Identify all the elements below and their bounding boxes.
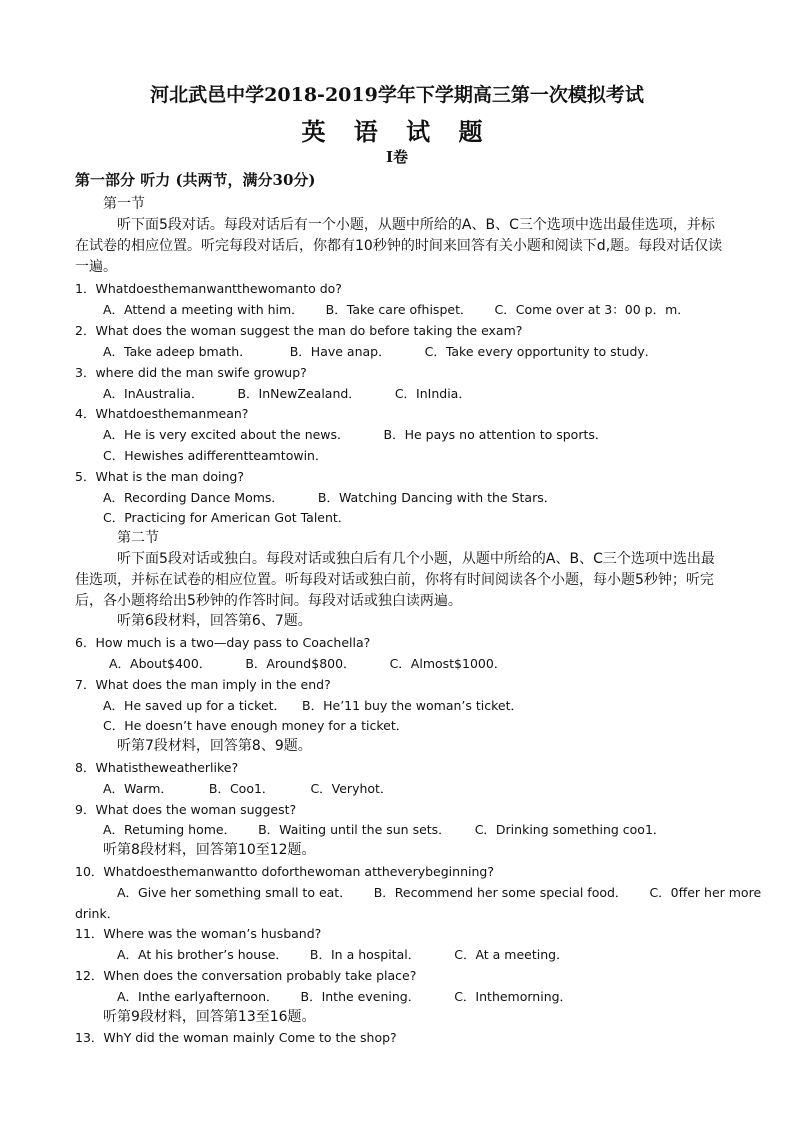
option-b: B．Take care ofhispet． — [325, 302, 473, 317]
option-a: A．InAustralia． — [103, 386, 204, 401]
option-b: B．He pays no attention to sports． — [383, 427, 608, 442]
option-c: C．Come over at 3：00 p．m． — [494, 302, 690, 317]
question-stem: 3．where did the man swife growup? — [75, 365, 307, 380]
section1-instruction: 一遍。 — [75, 259, 117, 275]
question-stem: 9．What does the woman suggest? — [75, 802, 297, 817]
question-stem: 12．When does the conversation probably take place? — [75, 968, 417, 983]
question-options — [109, 655, 506, 673]
section1-label: 第一节 — [103, 196, 145, 212]
option-c: C．Drinking something coo1． — [474, 822, 666, 837]
section1-instruction: 听下面5段对话。每段对话后有一个小题，从题中所给的A、B、C三个选项中选出最佳选项，并标 — [117, 217, 715, 233]
option-a: A．At his brother’s house． — [117, 947, 288, 962]
question-stem: 4．Whatdoesthemanmean? — [75, 406, 249, 421]
option-b: B．Waiting until the sun sets． — [258, 822, 451, 837]
section2-label: 第二节 — [117, 530, 159, 546]
option-a: A．Attend a meeting with him． — [103, 302, 304, 317]
school-title: 河北武邑中学2018-2019学年下学期高三第一次模拟考试 — [150, 84, 644, 106]
question-stem: 2．What does the woman suggest the man do before taking the exam? — [75, 323, 523, 338]
question-options — [103, 301, 690, 319]
option-a: A．Warm． — [103, 781, 173, 796]
question-options — [103, 821, 665, 839]
question-stem: 1．Whatdoesthemanwantthewomanto do? — [75, 281, 342, 296]
option-b: B．He’11 buy the woman’s ticket． — [302, 698, 524, 713]
question-options — [103, 385, 471, 403]
question-stem: 6．How much is a two—day pass to Coachella? — [75, 635, 371, 650]
material-instruction: 听第6段材料，回答第6、7题。 — [117, 613, 312, 629]
question-options — [103, 697, 523, 715]
option-a: A．He is very excited about the news． — [103, 427, 350, 442]
question-stem: 7．What does the man imply in the end? — [75, 677, 331, 692]
section1-instruction: 在试卷的相应位置。听完每段对话后，你都有10秒钟的时间来回答有关小题和阅读下d,题。每段对话仅读 — [75, 238, 723, 254]
option-b: B．Recommend her some special food． — [373, 885, 628, 900]
option-b: B．Have anap． — [289, 344, 391, 359]
option-c: C．Veryhot． — [310, 781, 393, 796]
option-c: C．Inthemorning． — [454, 989, 573, 1004]
question-options — [103, 489, 556, 507]
question-stem: 11．Where was the woman’s husband? — [75, 926, 322, 941]
option-c-continuation: drink． — [75, 906, 120, 921]
option-a: A．Recording Dance Moms． — [103, 490, 284, 505]
option-c: C．He doesn’t have enough money for a ticket． — [103, 718, 409, 733]
volume-label: I卷 — [385, 148, 409, 166]
material-instruction: 听第7段材料，回答第8、9题。 — [117, 738, 312, 754]
question-options — [103, 343, 657, 361]
material-instruction: 听第8段材料，回答第10至12题。 — [103, 842, 316, 858]
option-b: B．Inthe evening． — [300, 989, 421, 1004]
question-options — [103, 780, 392, 798]
option-a: A．Inthe earlyafternoon． — [117, 989, 279, 1004]
option-b: B．Coo1． — [208, 781, 275, 796]
question-options — [117, 946, 569, 964]
question-options — [117, 988, 572, 1006]
option-a: A．Take adeep bmath． — [103, 344, 252, 359]
option-a: A．Give her something small to eat． — [117, 885, 352, 900]
option-c: C．Take every opportunity to study． — [424, 344, 658, 359]
option-c: C．Almost$1000． — [389, 656, 507, 671]
section2-instruction: 听下面5段对话或独白。每段对话或独白后有几个小题，从题中所给的A、B、C三个选项中选出最 — [117, 551, 715, 567]
option-c: C．Practicing for American Got Talent． — [103, 510, 351, 525]
option-b: B．InNewZealand． — [237, 386, 361, 401]
question-stem: 5．What is the man doing? — [75, 469, 244, 484]
option-a: A．Retuming home． — [103, 822, 237, 837]
option-a: A．About$400． — [109, 656, 212, 671]
option-c: C．0ffer her more — [649, 885, 762, 900]
section2-instruction: 佳选项，并标在试卷的相应位置。听每段对话或独白前，你将有时间阅读各个小题，每小题5秒钟；听完 — [75, 572, 714, 588]
option-a: A．He saved up for a ticket． — [103, 698, 287, 713]
question-stem: 13．WhY did the woman mainly Come to the shop? — [75, 1030, 397, 1045]
option-c: C．Hewishes adifferentteamtowin． — [103, 448, 328, 463]
question-stem: 8．Whatistheweatherlike? — [75, 760, 239, 775]
question-options — [103, 426, 607, 444]
option-c: C．InIndia． — [394, 386, 471, 401]
question-options — [117, 884, 761, 902]
part1-heading: 第一部分 听力 (共两节，满分30分) — [75, 171, 316, 189]
option-b: B．Watching Dancing with the Stars． — [317, 490, 557, 505]
subject-title: 英 语 试 题 — [301, 117, 493, 146]
material-instruction: 听第9段材料，回答第13至16题。 — [103, 1009, 316, 1025]
option-c: C．At a meeting． — [454, 947, 569, 962]
option-b: B．Around$800． — [245, 656, 356, 671]
option-b: B．In a hospital． — [309, 947, 421, 962]
section2-instruction: 后，各小题将给出5秒钟的作答时间。每段对话或独白读两遍。 — [75, 593, 462, 609]
question-stem: 10．Whatdoesthemanwantto doforthewoman attheverybeginning? — [75, 864, 494, 879]
